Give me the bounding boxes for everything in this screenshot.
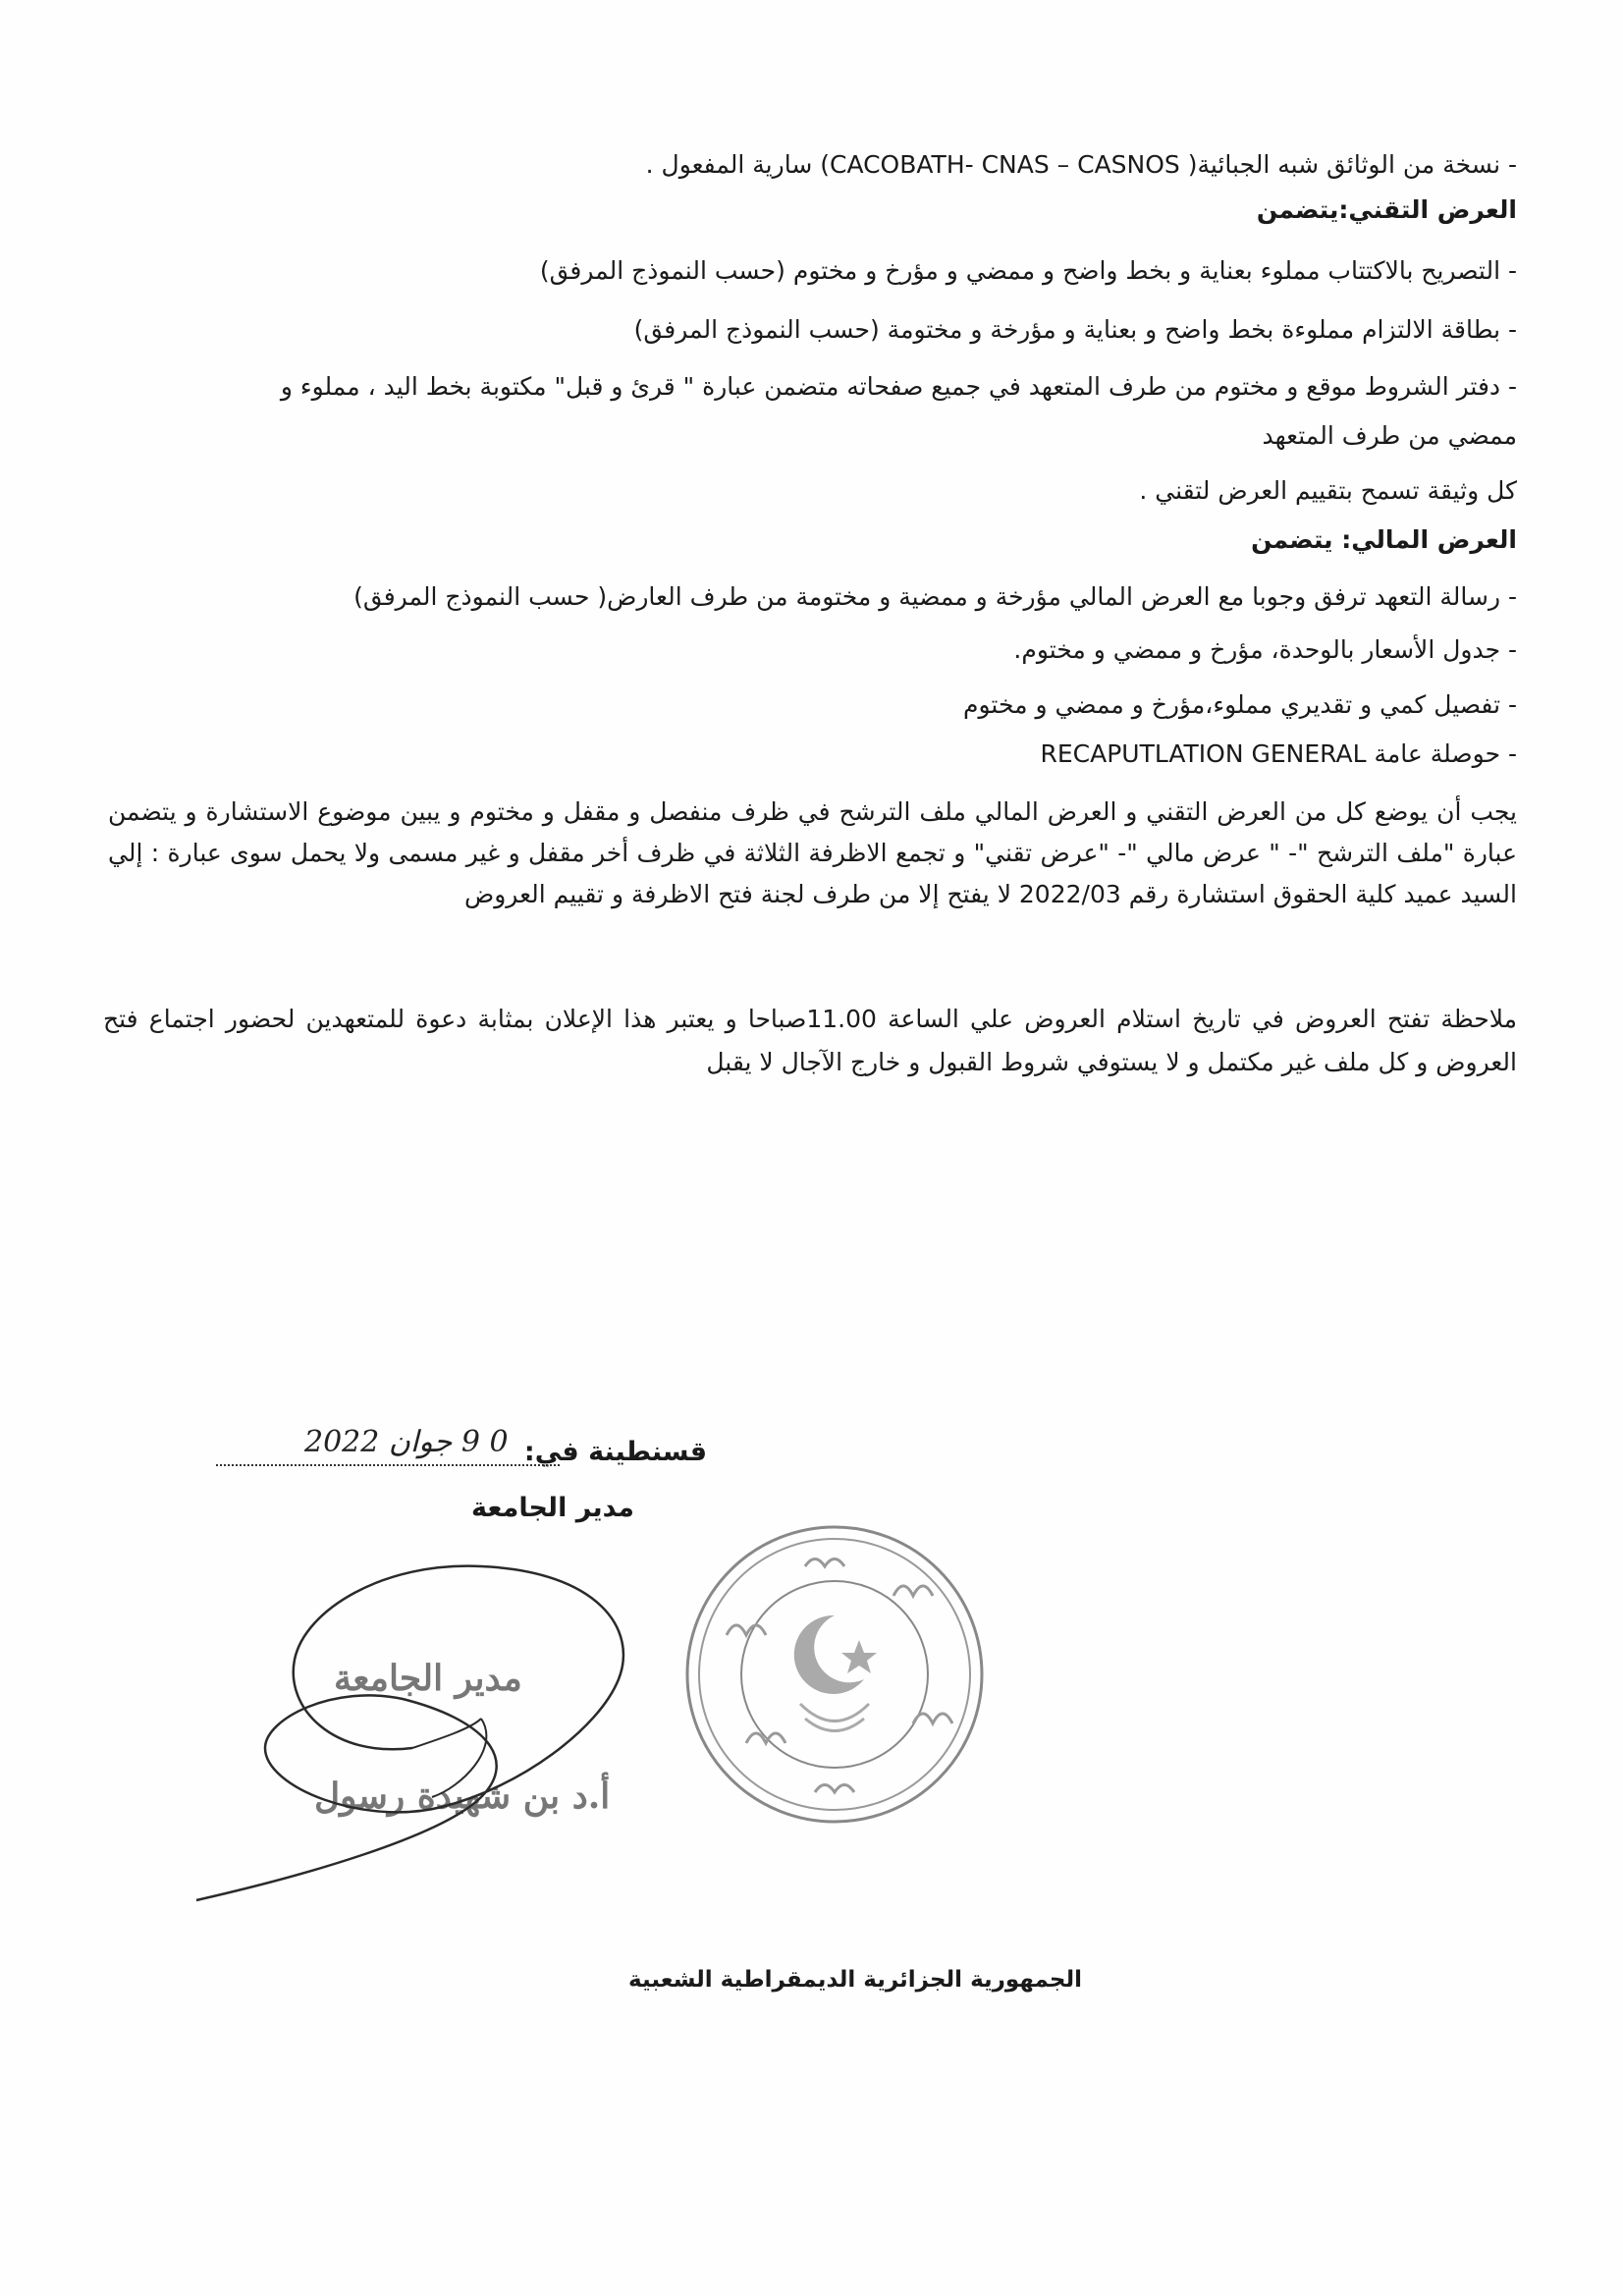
signature-icon xyxy=(187,1552,736,1925)
financial-item-3: - تفصيل كمي و تقديري مملوء،مؤرخ و ممضي و مختوم xyxy=(963,690,1517,719)
technical-item-2: - بطاقة الالتزام مملوءة بخط واضح و بعناية و مؤرخة و مختومة (حسب النموذج المرفق) xyxy=(633,315,1517,344)
technical-offer-heading: العرض التقني:يتضمن xyxy=(1256,195,1517,224)
handwritten-date: 0 9 جوان 2022 xyxy=(304,1425,509,1459)
technical-item-3-cont: ممضي من طرف المتعهد xyxy=(1262,421,1517,450)
financial-offer-heading: العرض المالي: يتضمن xyxy=(1251,525,1517,554)
technical-item-3: - دفتر الشروط موقع و مختوم من طرف المتعهد في جميع صفحاته متضمن عبارة " قرئ و قبل" مكتوبة بخط اليد ، مملوء و xyxy=(280,372,1517,401)
envelope-paragraph: يجب أن يوضع كل من العرض التقني و العرض المالي ملف الترشح في ظرف منفصل و مقفل و مختوم و يبين موضوع الاستشارة و يتضمن عبارة "ملف الترشح "- " عرض مالي "- "عرض تقني" و تجمع الاظرفة الثلاثة في ظرف أخر مقفل و غير مسمى ولا يحمل سوى عبارة : إلي السيد عميد كلية الحقوق استشارة رقم 2022/03 لا يفتح إلا من طرف لجنة فتح الاظرفة و تقييم العروض xyxy=(108,797,1517,908)
documents-line: - نسخة من الوثائق شبه الجبائية( CACOBATH- CNAS – CASNOS) سارية المفعول . xyxy=(645,150,1517,179)
date-line xyxy=(216,1425,707,1476)
technical-item-1: - التصريح بالاكتتاب مملوء بعناية و بخط واضح و ممضي و مؤرخ و مختوم (حسب النموذج المرفق) xyxy=(539,256,1517,285)
place-label: قسنطينة في: xyxy=(523,1437,707,1467)
stamp-title: مدير الجامعة xyxy=(334,1658,522,1699)
footer-title: الجمهورية الجزائرية الديمقراطية الشعبية xyxy=(628,1967,1083,1993)
technical-item-4: كل وثيقة تسمح بتقييم العرض لتقني . xyxy=(1139,476,1517,505)
stamp-name: أ.د بن شهيدة رسول xyxy=(314,1776,611,1817)
financial-item-4: - حوصلة عامة RECAPUTLATION GENERAL xyxy=(1040,739,1517,768)
date-dots xyxy=(216,1464,560,1466)
director-title: مدير الجامعة xyxy=(471,1493,634,1523)
financial-item-1: - رسالة التعهد ترفق وجوبا مع العرض المالي مؤرخة و ممضية و مختومة من طرف العارض( حسب النموذج المرفق) xyxy=(353,582,1517,611)
financial-item-2: - جدول الأسعار بالوحدة، مؤرخ و ممضي و مختوم. xyxy=(1013,635,1517,664)
note-paragraph: ملاحظة تفتح العروض في تاريخ استلام العروض علي الساعة 11.00صباحا و يعتبر هذا الإعلان بمثابة دعوة للمتعهدين لحضور اجتماع فتح العروض و كل ملف غير مكتمل و لا يستوفي شروط القبول و خارج الآجال لا يقبل xyxy=(103,1005,1517,1076)
